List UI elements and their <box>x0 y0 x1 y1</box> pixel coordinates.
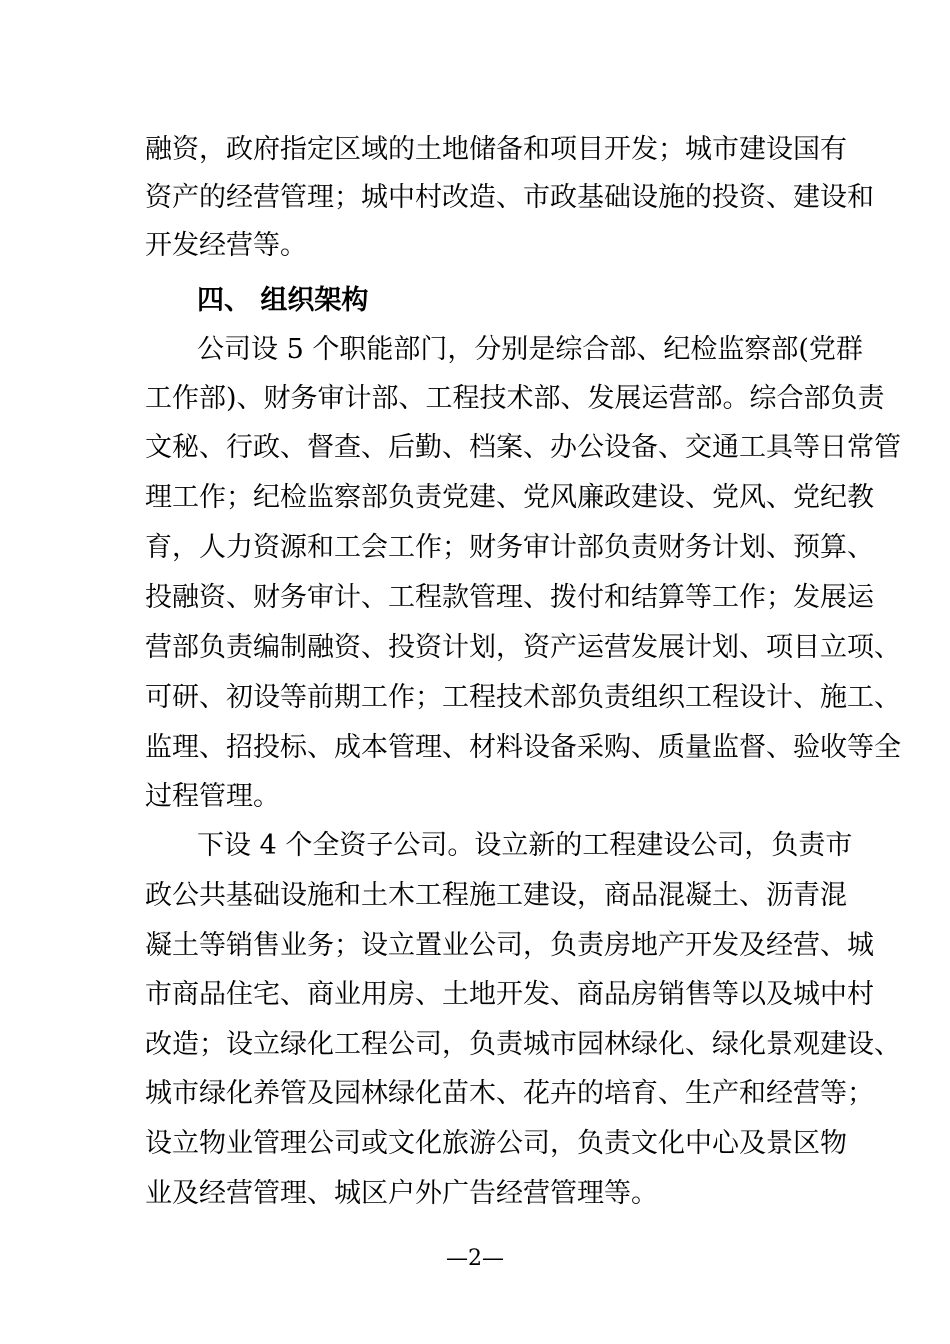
paragraph1-line-3: 文秘、行政、督查、后勤、档案、办公设备、交通工具等日常管 <box>145 432 901 463</box>
intro-line-1: 融资，政府指定区域的土地储备和项目开发；城市建设国有 <box>145 134 847 165</box>
paragraph1-line-2: 工作部)、财务审计部、工程技术部、发展运营部。综合部负责 <box>145 383 885 414</box>
paragraph1-line-7: 营部负责编制融资、投资计划，资产运营发展计划、项目立项、 <box>145 632 901 663</box>
paragraph1-line-6: 投融资、财务审计、工程款管理、拨付和结算等工作；发展运 <box>145 582 874 613</box>
paragraph1-line-4: 理工作；纪检监察部负责党建、党风廉政建设、党风、党纪教 <box>145 482 874 513</box>
paragraph2-line-7: 设立物业管理公司或文化旅游公司，负责文化中心及景区物 <box>145 1128 847 1159</box>
paragraph1-line-5: 育，人力资源和工会工作；财务审计部负责财务计划、预算、 <box>145 532 874 563</box>
section-heading: 四、 组织架构 <box>197 285 369 316</box>
paragraph2-line-6: 城市绿化养管及园林绿化苗木、花卉的培育、生产和经营等； <box>145 1078 874 1109</box>
paragraph1-line-10: 过程管理。 <box>145 781 280 812</box>
paragraph2-line-3: 凝土等销售业务；设立置业公司，负责房地产开发及经营、城 <box>145 930 874 961</box>
paragraph2-line-8: 业及经营管理、城区户外广告经营管理等。 <box>145 1178 658 1209</box>
page-number: —2— <box>446 1246 504 1271</box>
paragraph1-line-8: 可研、初设等前期工作；工程技术部负责组织工程设计、施工、 <box>145 682 901 713</box>
intro-line-2: 资产的经营管理；城中村改造、市政基础设施的投资、建设和 <box>145 182 874 213</box>
paragraph2-line-1: 下设 4 个全资子公司。设立新的工程建设公司，负责市 <box>197 830 853 861</box>
paragraph1-line-9: 监理、招投标、成本管理、材料设备采购、质量监督、验收等全 <box>145 732 901 763</box>
paragraph2-line-5: 改造；设立绿化工程公司，负责城市园林绿化、绿化景观建设、 <box>145 1029 901 1060</box>
paragraph2-line-4: 市商品住宅、商业用房、土地开发、商品房销售等以及城中村 <box>145 979 874 1010</box>
paragraph1-line-1: 公司设 5 个职能部门，分别是综合部、纪检监察部(党群 <box>197 334 863 365</box>
intro-line-3: 开发经营等。 <box>145 230 307 261</box>
paragraph2-line-2: 政公共基础设施和土木工程施工建设，商品混凝土、沥青混 <box>145 880 847 911</box>
